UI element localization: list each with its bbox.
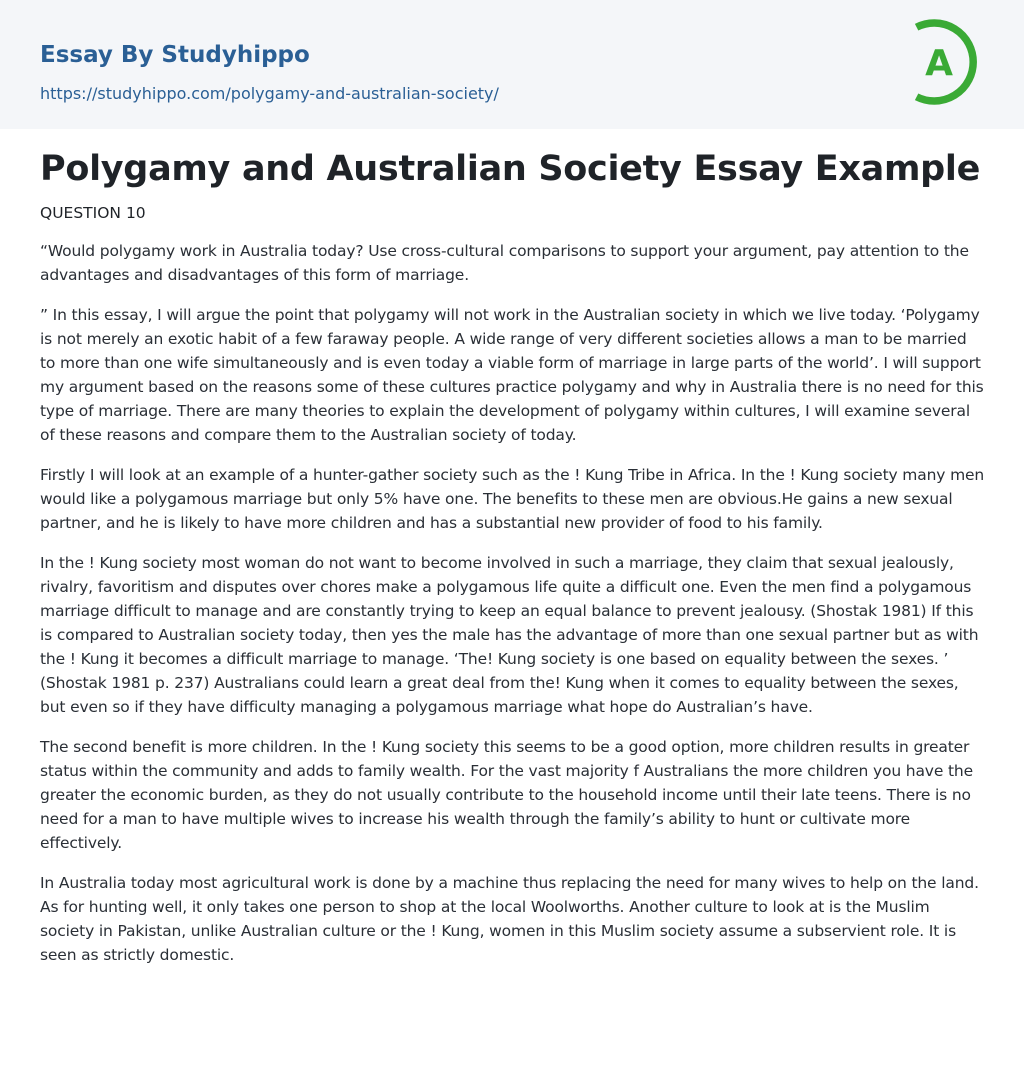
logo-letter: A xyxy=(925,43,953,84)
question-label: QUESTION 10 xyxy=(40,204,146,222)
studyhippo-logo-icon[interactable] xyxy=(912,19,986,105)
source-url-link[interactable]: https://studyhippo.com/polygamy-and-australian-society/ xyxy=(40,84,499,103)
brand-title[interactable]: Essay By Studyhippo xyxy=(40,42,310,68)
article xyxy=(40,129,986,967)
site-header xyxy=(0,0,1024,129)
paragraph-3: Firstly I will look at an example of a hunter-gather society such as the ! Kung Tribe in Africa. In the ! Kung society many men would like a polygamous marriage but only 5% have one. The benefits to these men are obvious.He gains a new sexual partner, and he is likely to have more children and has a substantial new provider of food to his family. xyxy=(40,466,985,532)
page-title: Polygamy and Australian Society Essay Example xyxy=(40,149,981,189)
paragraph-6: In Australia today most agricultural work is done by a machine thus replacing the need for many wives to help on the land. As for hunting well, it only takes one person to shop at the local Woolworths. Another culture to look at is the Muslim society in Pakistan, unlike Australian culture or the ! Kung, women in this Muslim society assume a subservient role. It is seen as strictly domestic. xyxy=(40,874,979,964)
paragraph-2: ” In this essay, I will argue the point that polygamy will not work in the Australian society in which we live today. ‘Polygamy is not merely an exotic habit of a few faraway people. A wide range of very different societies allows a man to be married to more than one wife simultaneously and is even today a viable form of marriage in large parts of the world’. I will support my argument based on the reasons some of these cultures practice polygamy and why in Australia there is no need for this type of marriage. There are many theories to explain the development of polygamy within cultures, I will examine several of these reasons and compare them to the Australian society of today. xyxy=(40,306,984,444)
paragraph-5: The second benefit is more children. In the ! Kung society this seems to be a good option, more children results in greater status within the community and adds to family wealth. For the vast majority f Australians the more children you have the greater the economic burden, as they do not usually contribute to the household income until their late teens. There is no need for a man to have multiple wives to increase his wealth through the family’s ability to hunt or cultivate more effectively. xyxy=(40,738,973,852)
paragraph-4: In the ! Kung society most woman do not want to become involved in such a marriage, they claim that sexual jealously, rivalry, favoritism and disputes over chores make a polygamous life quite a difficult one. Even the men find a polygamous marriage difficult to manage and are constantly trying to keep an equal balance to prevent jealousy. (Shostak 1981) If this is compared to Australian society today, then yes the male has the advantage of more than one sexual partner but as with the ! Kung it becomes a difficult marriage to manage. ‘The! Kung society is one based on equality between the sexes. ’ (Shostak 1981 p. 237) Australians could learn a great deal from the! Kung when it comes to equality between the sexes, but even so if they have difficulty managing a polygamous marriage what hope do Australian’s have. xyxy=(40,554,979,716)
paragraph-1: “Would polygamy work in Australia today? Use cross-cultural comparisons to support your argument, pay attention to the advantages and disadvantages of this form of marriage. xyxy=(40,242,969,284)
